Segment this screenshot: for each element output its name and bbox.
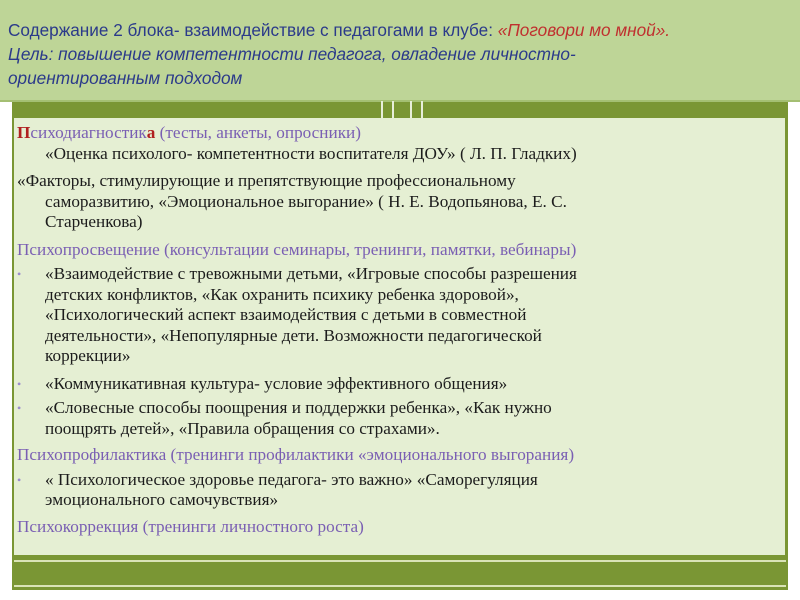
- frame-divider: [14, 585, 786, 587]
- bullet-icon: •: [17, 472, 22, 487]
- list-item-cont: деятельности», «Непопулярные дети. Возможности педагогической: [45, 325, 542, 345]
- connector-tab: [381, 101, 394, 119]
- bullet-icon: •: [17, 376, 22, 391]
- diagnostics-item: «Оценка психолого- компетентности воспитателя ДОУ» ( Л. П. Гладких): [45, 143, 577, 163]
- list-item-cont: детских конфликтов, «Как охранить психику ребенка здоровой»,: [45, 284, 519, 304]
- slide-header: [0, 0, 800, 102]
- bullet-icon: •: [17, 401, 22, 415]
- goal-line: Цель: повышение компетентности педагога, овладение личностно-: [8, 44, 576, 64]
- list-item-cont: эмоционального самочувствия»: [45, 490, 279, 509]
- content-box: [14, 118, 785, 555]
- list-item-cont: коррекции»: [45, 346, 131, 365]
- header-title: Содержание 2 блока- взаимодействие с педагогами в клубе:: [8, 20, 498, 40]
- diagnostics-item-cont: Старченкова): [45, 212, 143, 231]
- list-item: • «Словесные способы поощрения и поддержки ребенка», «Как нужно: [17, 398, 552, 417]
- section-heading-correction: Психокоррекция (тренинги личностного роста): [17, 516, 364, 536]
- bullet-icon: •: [17, 267, 22, 281]
- list-item-cont: поощрять детей», «Правила обращения со страхами».: [45, 418, 440, 438]
- list-item: • «Взаимодействие с тревожными детьми, «Игровые способы разрешения: [17, 264, 577, 283]
- diagnostics-item: «Факторы, стимулирующие и препятствующие профессиональному: [17, 171, 516, 190]
- goal-line: ориентированным подходом: [8, 68, 243, 88]
- section-heading-prevention: Психопрофилактика (тренинги профилактики «эмоционального выгорания): [17, 445, 575, 464]
- section-heading-diagnostics: Психодиагностика (тесты, анкеты, опросники): [17, 123, 361, 142]
- list-item: • « Психологическое здоровье педагога- это важно» «Саморегуляция: [17, 469, 538, 489]
- frame-divider: [14, 560, 786, 562]
- list-item-cont: «Психологический аспект взаимодействия с детьми в совместной: [45, 305, 527, 324]
- connector-tab: [410, 101, 423, 119]
- club-name: «Поговори мо мной».: [497, 20, 671, 40]
- diagnostics-item-cont: саморазвитию, «Эмоциональное выгорание» ( Н. Е. Водопьянова, Е. С.: [45, 191, 567, 211]
- section-heading-education: Психопросвещение (консультации семинары, тренинги, памятки, вебинары): [17, 239, 577, 259]
- list-item: • «Коммуникативная культура- условие эффективного общения»: [17, 373, 508, 393]
